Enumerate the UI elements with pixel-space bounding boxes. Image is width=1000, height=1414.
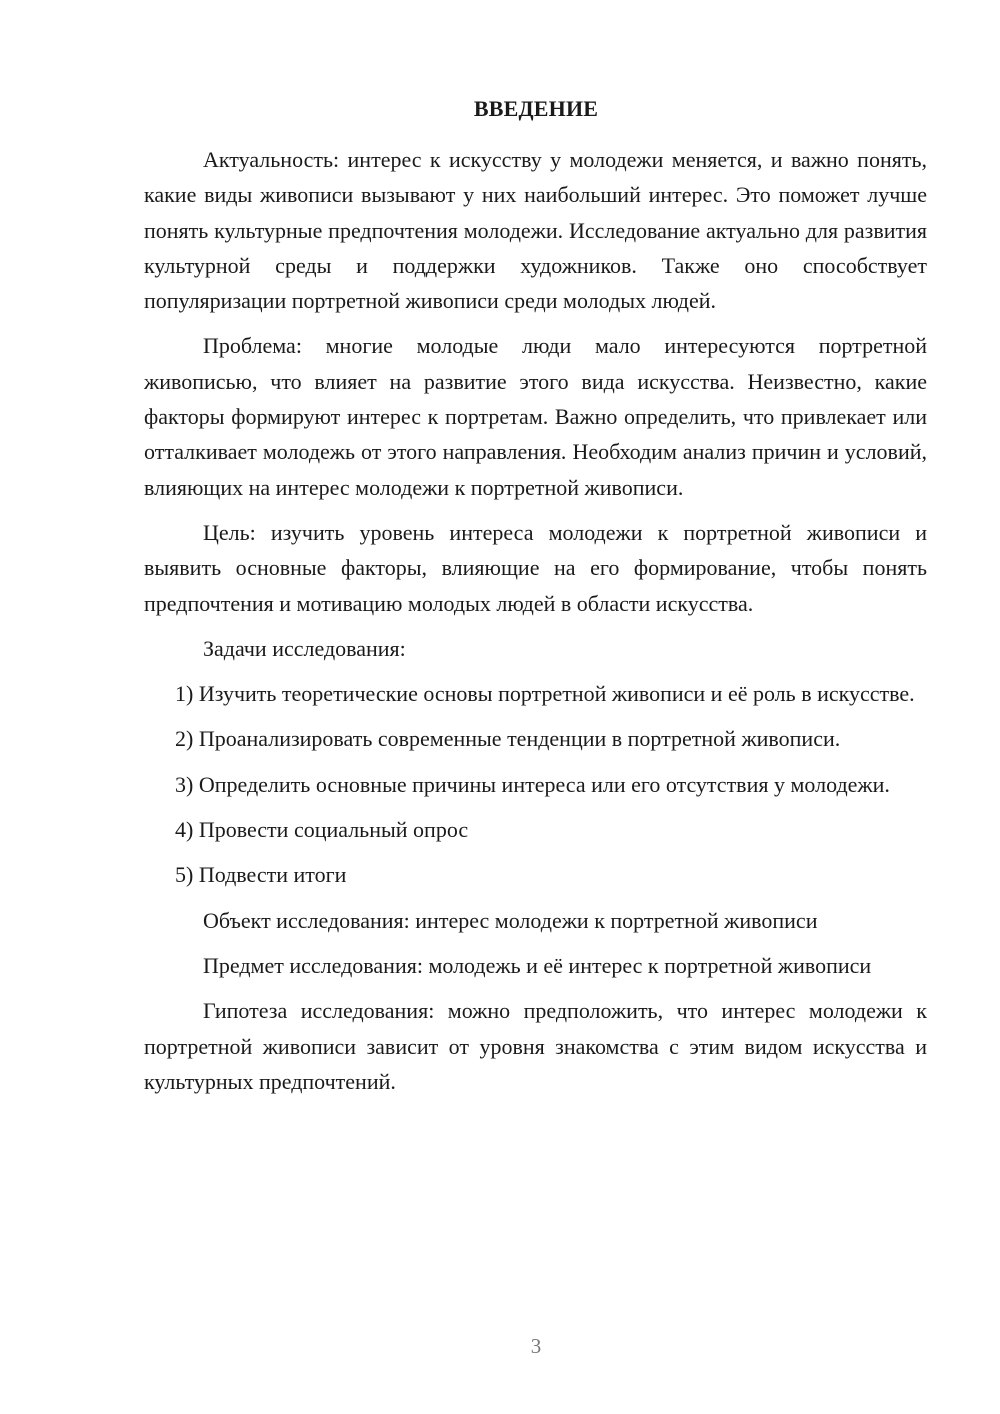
tasks-title: Задачи исследования: [203,635,406,661]
goal-paragraph: Цель: изучить уровень интереса молодежи к портретной живописи и выявить основные факторы, влияющие на его формирование, чтобы понять предпочтения и мотивацию молодых людей в области искусства. [144,519,927,616]
relevance-paragraph: Актуальность: интерес к искусству у молодежи меняется, и важно понять, какие виды живописи вызывают у них наибольший интерес. Это поможет лучше понять культурные предпочтения молодежи. Исследование актуально для развития культурной среды и поддержки художников. Также оно способствует популяризации портретной живописи среди молодых людей. [144,147,927,314]
task-item-1: 1) Изучить теоретические основы портретной живописи и её роль в искусстве. [175,681,915,707]
document-body [144,142,927,1109]
task-item-3: 3) Определить основные причины интереса или его отсутствия у молодежи. [175,771,890,797]
task-item-2: 2) Проанализировать современные тенденции в портретной живописи. [175,726,841,752]
problem-paragraph: Проблема: многие молодые люди мало интересуются портретной живописью, что влияет на развитие этого вида искусства. Неизвестно, какие факторы формируют интерес к портретам. Важно определить, что привлекает или отталкивает молодежь от этого направления. Необходим анализ причин и условий, влияющих на интерес молодежи к портретной живописи. [144,333,927,500]
page-number: 3 [530,1334,542,1358]
task-item-4: 4) Провести социальный опрос [175,817,469,843]
hypothesis-paragraph: Гипотеза исследования: можно предположить, что интерес молодежи к портретной живописи зависит от уровня знакомства с этим видом искусства и культурных предпочтений. [144,998,927,1094]
subject-paragraph: Предмет исследования: молодежь и её интерес к портретной живописи [203,952,872,978]
task-item-5: 5) Подвести итоги [175,862,347,888]
section-heading: ВВЕДЕНИЕ [473,96,599,121]
object-paragraph: Объект исследования: интерес молодежи к портретной живописи [203,907,818,933]
